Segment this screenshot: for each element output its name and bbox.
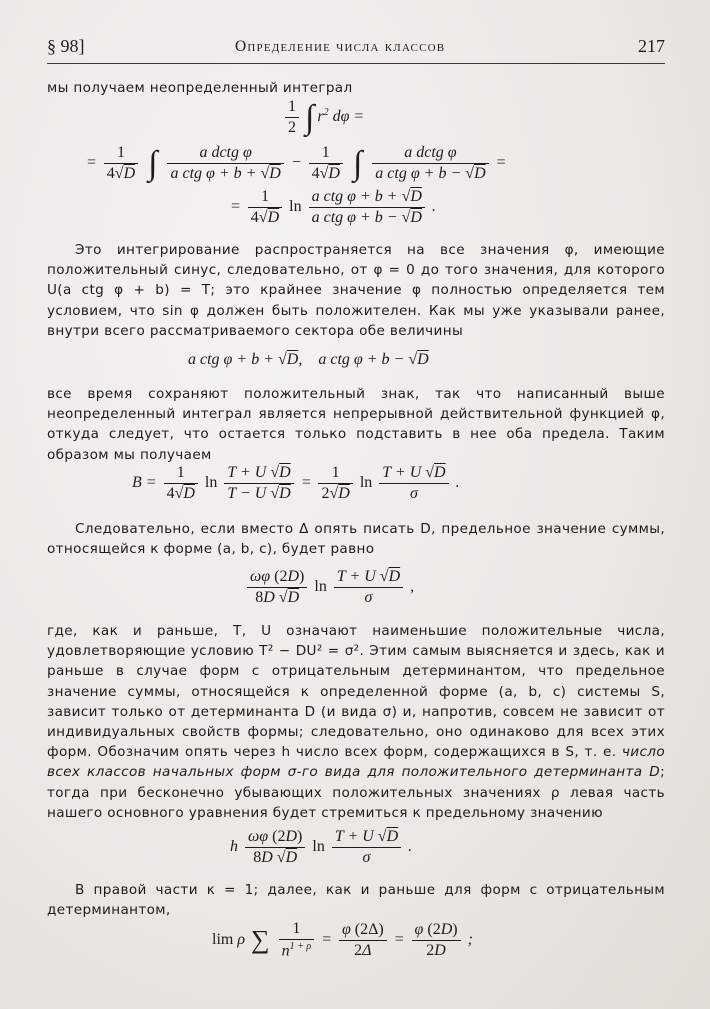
equation-half-integral: $\frac{1}{2}$ ∫ $r^2$ dφ = bbox=[282, 98, 364, 137]
header-rule bbox=[47, 63, 665, 64]
paragraph-limit-value: Следовательно, если вместо Δ опять писать D, предельное значение суммы, относящейся к форме (a, b, c), будет равно bbox=[47, 521, 665, 558]
page-number: 217 bbox=[638, 36, 665, 56]
equation-integral-split: = $\frac{1}{4√D}$ ∫ $\frac{\text{a dctg φ}}{\text{a ctg φ + b + √D}}$ − $\frac{1}{4√D}$ ∫ $\frac{\text{a dctg φ}}{\text{a ctg φ + b − √D}}$ = bbox=[86, 144, 507, 182]
equation-two-quantities: a ctg φ + b + √D, a ctg φ + b − √D bbox=[188, 351, 429, 368]
paragraph-intro: мы получаем неопределенный интеграл bbox=[47, 80, 353, 96]
paragraph-main-text-b: ; тогда при бесконечно убывающих положительных значениях ρ левая часть нашего основного уравнения будет стремиться к предельному значению bbox=[47, 764, 665, 821]
equation-b-value: B = $\frac{1}{4√D}$ ln $\frac{T + U √D}{T - U √D}$ = $\frac{1}{2√D}$ ln $\frac{T + U √D}{\sigma}$ . bbox=[132, 464, 460, 502]
equation-limit-sum: $\frac{\omega\varphi (2D)}{8D √D}$ ln $\frac{T + U √D}{\sigma}$ , bbox=[244, 568, 414, 607]
section-number: § 98] bbox=[47, 36, 85, 56]
paragraph-main-argument bbox=[47, 621, 665, 823]
equation-lim-sum: lim ρ ∑ $\frac{1}{n^{1 + \rho}}$ = $\frac{\varphi (2\Delta)}{2\Delta}$ = $\frac{\varphi (2D)}{2D}$ ; bbox=[212, 920, 473, 960]
equation-h-limit: h $\frac{\omega\varphi (2D)}{8D √D}$ ln $\frac{T + U √D}{\sigma}$ . bbox=[230, 828, 413, 866]
paragraph-main-italic: число всех классов начальных форм σ-го вида для положительного детерминанта D bbox=[47, 744, 665, 781]
running-header bbox=[47, 36, 665, 62]
paragraph-right-side: В правой части κ = 1; далее, как и раньше для форм с отрицательным детерминантом, bbox=[47, 882, 665, 919]
paragraph-positive-sign: все время сохраняют положительный знак, так что написанный выше неопределенный интеграл является непрерывной действительной функцией φ, откуда следует, что остается только подставить в нее оба предела. Таким образом мы получаем bbox=[47, 386, 665, 463]
paragraph-main-text-a: где, как и раньше, T, U означают наименьшие положительные числа, удовлетворяющие условию T² − DU² = σ². Этим самым выясняется и здесь, как и раньше в случае форм с отрицательным детерминантом, что предельное значение суммы, относящейся к определенной форме (a, b, c) системы S, зависит только от детерминанта D (и вида σ) и, напротив, совсем не зависит от индивидуальных свойств формы; следовательно, оно одинаково для всех этих форм. Обозначим опять через h число всех форм, содержащихся в S, т. е. bbox=[47, 623, 665, 761]
paragraph-integration-range: Это интегрирование распространяется на все значения φ, имеющие положительный синус, следовательно, от φ = 0 до того значения, для которого U(a ctg φ + b) = T; это крайнее значение φ полностью определяется тем условием, что sin φ должен быть положителен. Как мы уже указывали ранее, внутри всего рассматриваемого сектора обе величины bbox=[47, 242, 665, 339]
running-title: Определение числа классов bbox=[235, 38, 446, 55]
equation-log-result: = $\frac{1}{4√D}$ ln $\frac{\text{a ctg φ + b + √D}}{\text{a ctg φ + b − √D}}$ . bbox=[230, 188, 436, 226]
